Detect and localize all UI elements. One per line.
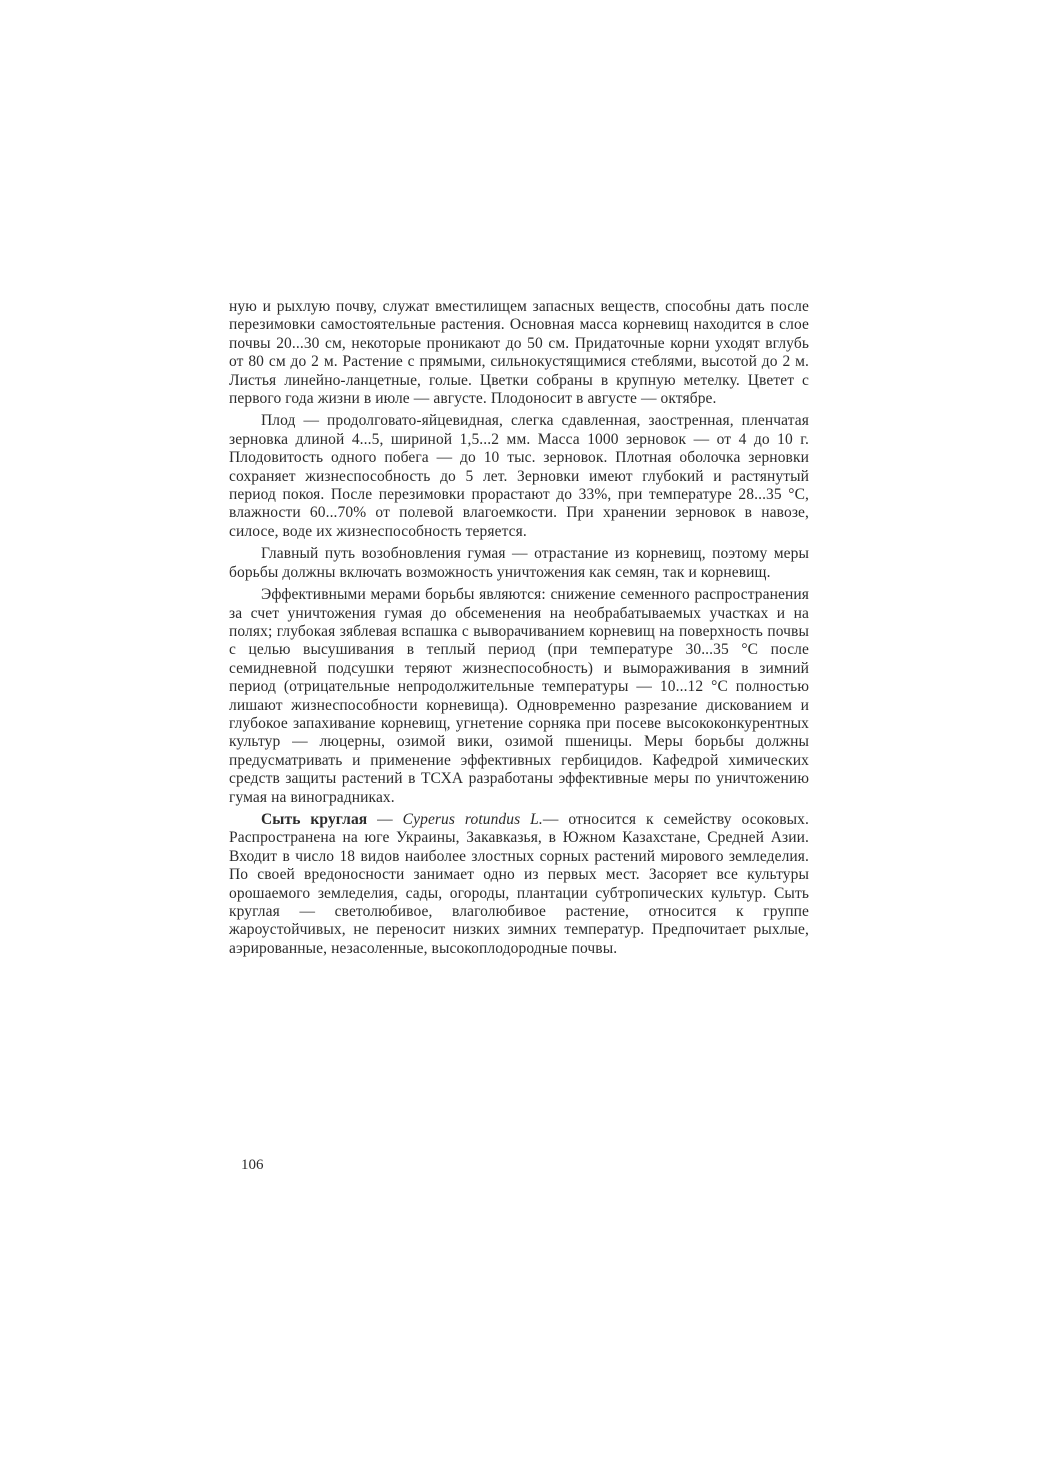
paragraph-cyperus bbox=[229, 811, 809, 958]
paragraph-fruit: Плод — продолговато-яйцевидная, слегка сдавленная, заостренная, пленчатая зерновка длиной 4...5, шириной 1,5...2 мм. Масса 1000 зерновок — от 4 до 10 г. Плодовитость одного побега — до 10 тыс. зерновок. Плотная оболочка зерновки сохраняет жизнеспособность до 5 лет. Зерновки имеют глубокий и растянутый период покоя. После перезимовки прорастают до 33%, при температуре 28...35 °С, влажности 60...70% от полевой влагоемкости. При хранении зерновок в навозе, силосе, воде их жизнеспособность теряется. bbox=[229, 412, 809, 540]
paragraph-continuation: ную и рыхлую почву, служат вместилищем запасных веществ, способны дать после перезимовки самостоятельные растения. Основная масса корневищ находится в слое почвы 20...30 см, некоторые проникают до 50 см. Придаточные корни уходят вглубь от 80 см до 2 м. Растение с прямыми, сильнокустящимися стеблями, высотой до 2 м. Листья линейно-ланцетные, голые. Цветки собраны в крупную метелку. Цветет с первого года жизни в июле — августе. Плодоносит в августе — октябре. bbox=[229, 298, 809, 408]
species-latin-name: Cyperus rotundus L. bbox=[402, 810, 543, 828]
species-term: Сыть круглая bbox=[261, 810, 368, 828]
species-dash: — bbox=[367, 810, 403, 828]
page-body bbox=[229, 298, 809, 958]
paragraph-control-measures: Эффективными мерами борьбы являются: снижение семенного распространения за счет уничтожения гумая до обсеменения на необрабатываемых участках и на полях; глубокая зяблевая вспашка с выворачиванием корневищ на поверхность почвы с целью высушивания в теплый период (при температуре 30...35 °С после семидневной подсушки теряют жизнеспособность) и вымораживания в зимний период (отрицательные непродолжительные температуры — 10...12 °С полностью лишают жизнеспособности корневища). Одновременно разрезание дискованием и глубокое запахивание корневищ, угнетение сорняка при посеве высококонкурентных культур — люцерны, озимой вики, озимой пшеницы. Меры борьбы должны предусматривать и применение эффективных гербицидов. Кафедрой химических средств защиты растений в ТСХА разработаны эффективные меры по уничтожению гумая на виноградниках. bbox=[229, 586, 809, 806]
species-description: — относится к семейству осоковых. Распространена на юге Украины, Закавказья, в Южном Казахстане, Средней Азии. Входит в число 18 видов наиболее злостных сорных растений мирового земледелия. По своей вредоносности занимает одно из первых мест. Засоряет все культуры орошаемого земледелия, сады, огороды, плантации субтропических культур. Сыть круглая — светолюбивое, влаголюбивое растение, относится к группе жароустойчивых, не переносит низких зимних температур. Предпочитает рыхлые, аэрированные, незасоленные, высокоплодородные почвы. bbox=[229, 810, 809, 957]
paragraph-renewal: Главный путь возобновления гумая — отрастание из корневищ, поэтому меры борьбы должны включать возможность уничтожения как семян, так и корневищ. bbox=[229, 545, 809, 581]
page-number: 106 bbox=[241, 1157, 264, 1173]
